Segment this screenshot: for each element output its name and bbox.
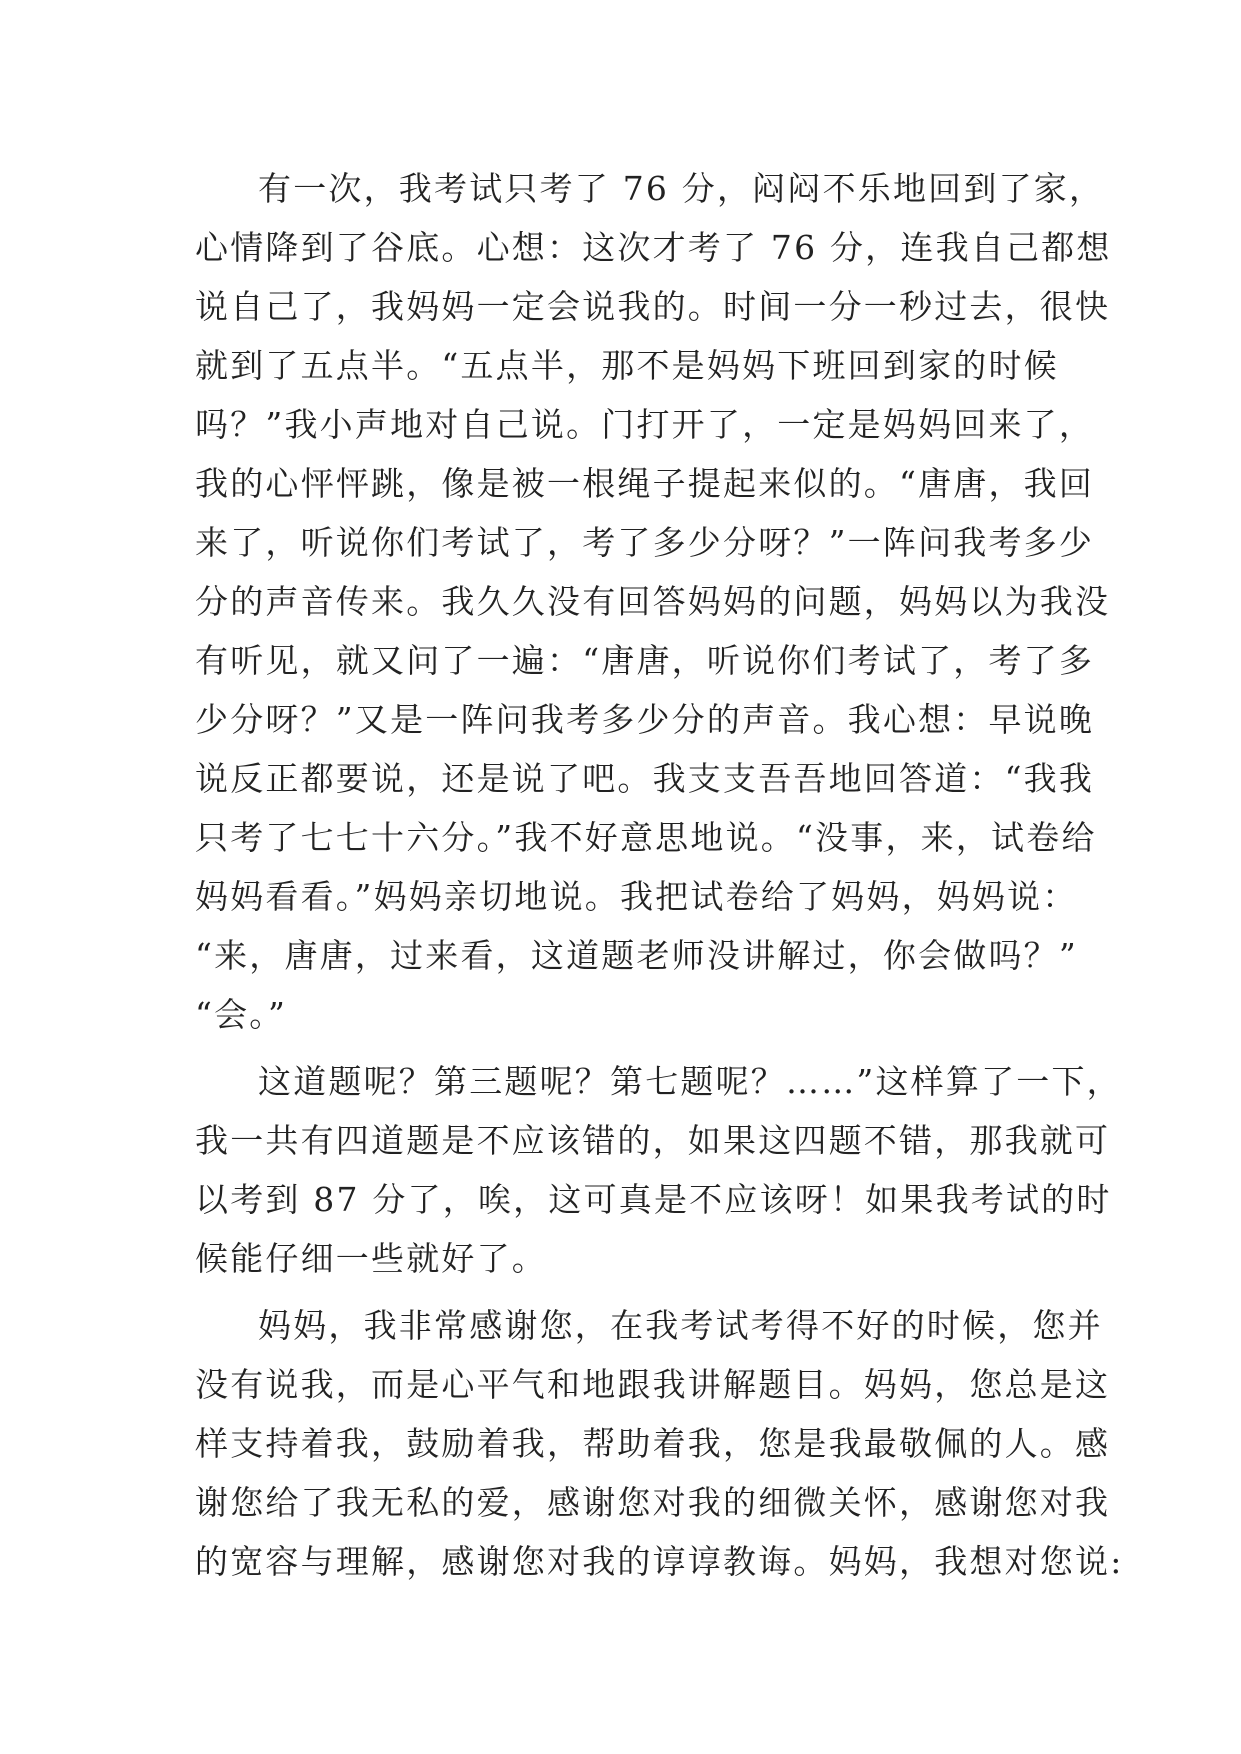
paragraph-1-line-5: 吗？”我小声地对自己说。门打开了，一定是妈妈回来了，: [195, 405, 1095, 444]
paragraph-1-line-8: 分的声音传来。我久久没有回答妈妈的问题，妈妈以为我没: [195, 582, 1111, 621]
paragraph-1-line-4: 就到了五点半。“五点半，那不是妈妈下班回到家的时候: [195, 346, 1059, 385]
paragraph-1-line-13: 妈妈看看。”妈妈亲切地说。我把试卷给了妈妈，妈妈说：: [195, 877, 1078, 916]
paragraph-1-line-9: 有听见，就又问了一遍：“唐唐，听说你们考试了，考了多: [195, 641, 1095, 680]
paragraph-3-line-2: 没有说我，而是心平气和地跟我讲解题目。妈妈，您总是这: [195, 1365, 1111, 1404]
paragraph-2-line-4: 候能仔细一些就好了。: [195, 1239, 547, 1278]
paragraph-1-line-3: 说自己了，我妈妈一定会说我的。时间一分一秒过去，很快: [195, 287, 1111, 326]
paragraph-2-line-3: 以考到 87 分了，唉，这可真是不应该呀！如果我考试的时: [195, 1180, 1112, 1219]
paragraph-1-line-2: 心情降到了谷底。心想：这次才考了 76 分，连我自己都想: [195, 228, 1112, 267]
paragraph-1-line-12: 只考了七七十六分。”我不好意思地说。“没事，来，试卷给: [195, 818, 1097, 857]
paragraph-1-line-11: 说反正都要说，还是说了吧。我支支吾吾地回答道：“我我: [195, 759, 1095, 798]
paragraph-1-line-7: 来了，听说你们考试了，考了多少分呀？”一阵问我考多少: [195, 523, 1095, 562]
paragraph-1-line-6: 我的心怦怦跳，像是被一根绳子提起来似的。“唐唐，我回: [195, 464, 1095, 503]
paragraph-1-line-14: “来，唐唐，过来看，这道题老师没讲解过，你会做吗？”: [195, 936, 1078, 975]
paragraph-3-line-3: 样支持着我，鼓励着我，帮助着我，您是我最敬佩的人。感: [195, 1424, 1111, 1463]
paragraph-3-line-5: 的宽容与理解，感谢您对我的谆谆教诲。妈妈，我想对您说:: [195, 1542, 1124, 1581]
paragraph-2-line-2: 我一共有四道题是不应该错的，如果这四题不错，那我就可: [195, 1121, 1111, 1160]
paragraph-1-line-10: 少分呀？”又是一阵问我考多少分的声音。我心想：早说晚: [195, 700, 1095, 739]
paragraph-2-line-1: 这道题呢？第三题呢？第七题呢？……”这样算了一下，: [258, 1062, 1122, 1101]
paragraph-3-line-1: 妈妈，我非常感谢您，在我考试考得不好的时候，您并: [258, 1306, 1103, 1345]
paragraph-3-line-4: 谢您给了我无私的爱，感谢您对我的细微关怀，感谢您对我: [195, 1483, 1111, 1522]
paragraph-1-line-1: 有一次，我考试只考了 76 分，闷闷不乐地回到了家，: [258, 169, 1105, 208]
essay-text: [195, 159, 1124, 1591]
paragraph-1-line-15: “会。”: [195, 995, 288, 1034]
